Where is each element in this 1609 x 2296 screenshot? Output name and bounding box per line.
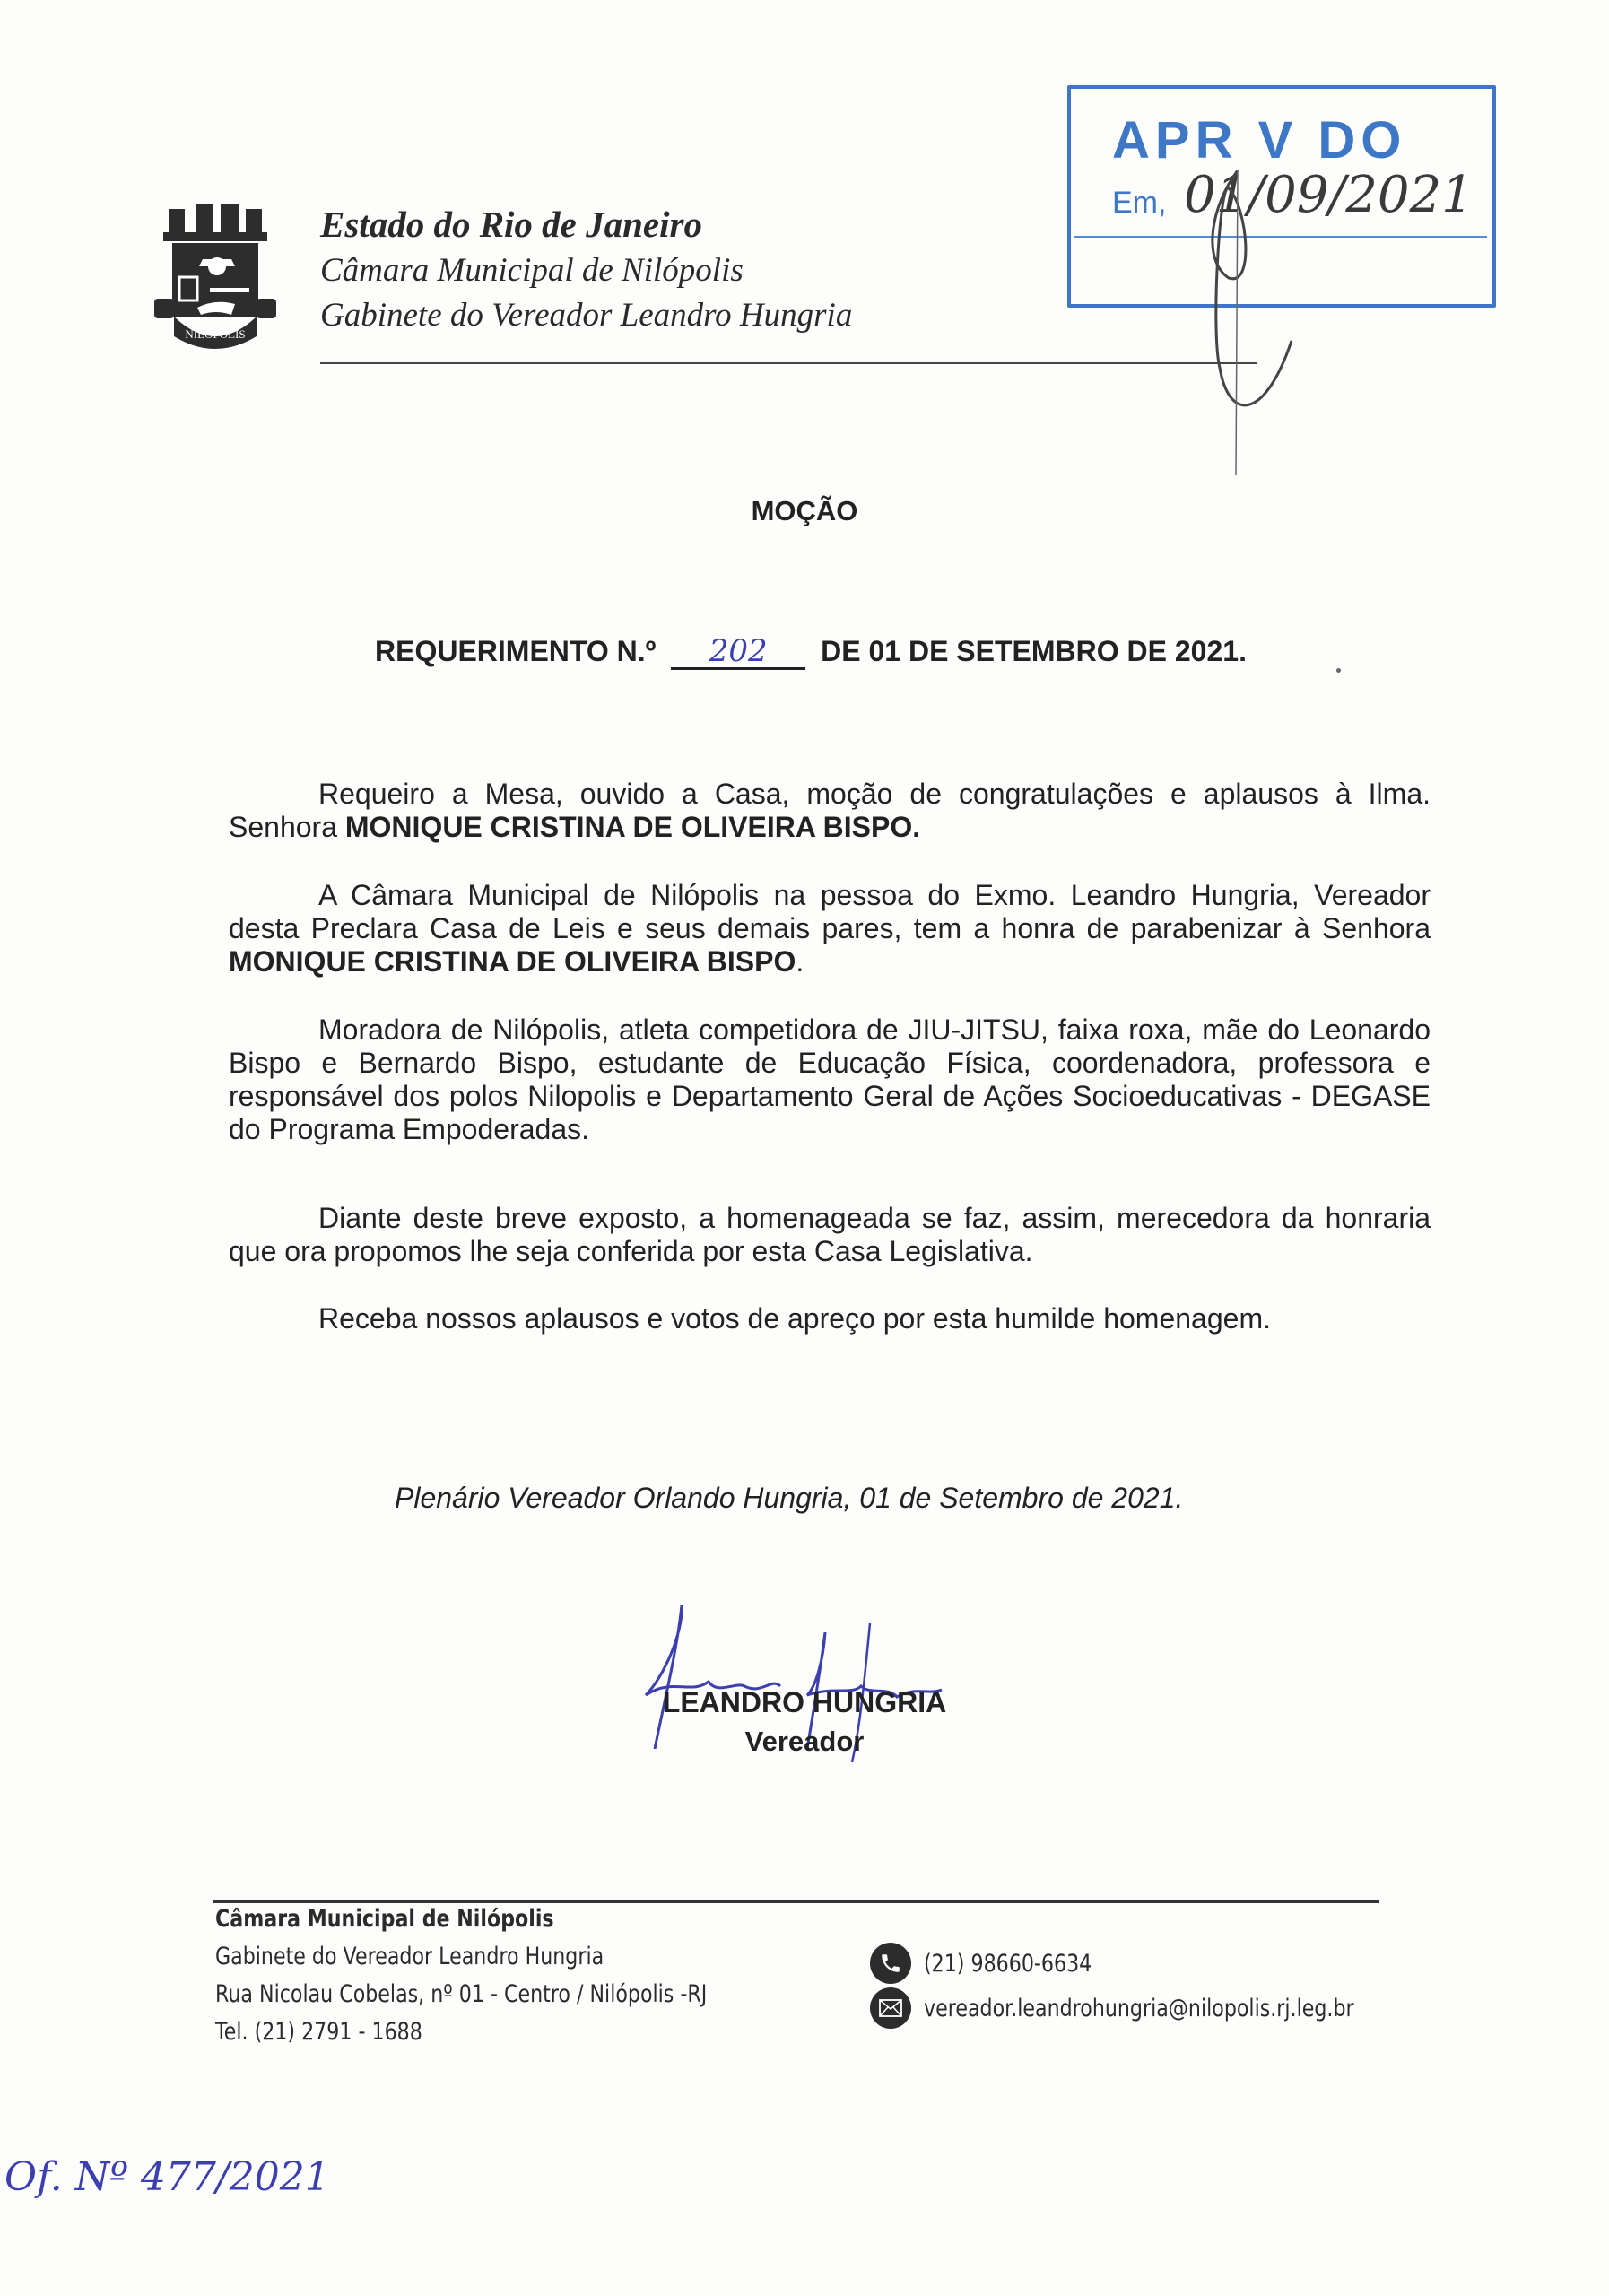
requirement-suffix: DE 01 DE SETEMBRO DE 2021.: [821, 635, 1247, 667]
footer-email-address: vereador.leandrohungria@nilopolis.rj.leg.br: [924, 1994, 1354, 2022]
header-office: Gabinete do Vereador Leandro Hungria: [320, 297, 853, 334]
header-divider: [320, 362, 1257, 364]
place-and-date: Plenário Vereador Orlando Hungria, 01 de Setembro de 2021.: [395, 1482, 1184, 1514]
document-title: MOÇÃO: [751, 495, 858, 526]
stamp-date: 01/09/2021: [1184, 166, 1474, 224]
honoree-name: MONIQUE CRISTINA DE OLIVEIRA BISPO: [229, 945, 796, 978]
requirement-prefix: REQUERIMENTO N.º: [375, 635, 657, 667]
approval-initials-icon: [1175, 152, 1318, 475]
paragraph-text: A Câmara Municipal de Nilópolis na pessoa do Exmo. Leandro Hungria, Vereador desta Preclara Casa de Leis e seus demais pares, tem a honra de parabenizar à Senhora: [229, 879, 1431, 944]
signer-role: Vereador: [744, 1726, 865, 1757]
footer-office: Gabinete do Vereador Leandro Hungria: [215, 1943, 604, 1970]
stamp-title: APR V DO: [1112, 111, 1407, 170]
handwritten-office-number: Of. Nº 477/2021: [4, 2154, 330, 2200]
paragraph-text: Receba nossos aplausos e votos de apreço por esta humilde homenagem.: [318, 1302, 1271, 1335]
paragraph-congratulation: [229, 879, 1431, 978]
paragraph-text: Moradora de Nilópolis, atleta competidora de JIU-JITSU, faixa roxa, mãe do Leonardo Bispo e Bernardo Bispo, estudante de Educação Física, coordenadora, professora e responsável dos polos Nilopolis e Departamento Geral de Ações Socioeducativas - DEGASE do Programa Empoderadas.: [229, 1013, 1431, 1145]
paragraph-text: Requeiro a Mesa, ouvido a Casa, moção de congratulações e aplausos à Ilma. Senhora: [229, 778, 1431, 843]
municipal-crest-icon: [152, 202, 278, 354]
footer-divider: [213, 1900, 1379, 1903]
scan-mark: [1336, 668, 1341, 673]
header-chamber: Câmara Municipal de Nilópolis: [320, 252, 744, 289]
envelope-icon: [870, 1987, 911, 2029]
paragraph-biography: [229, 1013, 1431, 1146]
paragraph-request: [229, 778, 1431, 844]
footer-email: [870, 1987, 1448, 2029]
paragraph-merit: [229, 1202, 1431, 1268]
paragraph-text: Diante deste breve exposto, a homenageada se faz, assim, merecedora da honraria que ora propomos lhe seja conferida por esta Casa Legislativa.: [229, 1202, 1431, 1267]
requirement-number: 202: [671, 635, 805, 670]
footer-phone: [870, 1943, 1128, 1984]
requirement-line: [375, 635, 1247, 670]
paragraph-closing: [229, 1302, 1431, 1335]
whatsapp-icon: [870, 1943, 911, 1984]
footer-telephone: Tel. (21) 2791 - 1688: [215, 2018, 422, 2046]
crest-text: NILÓPOLIS: [185, 327, 246, 341]
header-state: Estado do Rio de Janeiro: [320, 204, 702, 245]
footer-phone-number: (21) 98660-6634: [924, 1949, 1092, 1978]
paragraph-end: .: [796, 945, 804, 978]
honoree-name: MONIQUE CRISTINA DE OLIVEIRA BISPO.: [344, 811, 921, 843]
footer-institution: Câmara Municipal de Nilópolis: [215, 1905, 554, 1933]
signer-name: LEANDRO HUNGRIA: [662, 1686, 947, 1718]
stamp-em-label: Em,: [1112, 186, 1167, 220]
footer-address: Rua Nicolau Cobelas, nº 01 - Centro / Nilópolis -RJ: [215, 1980, 708, 2008]
